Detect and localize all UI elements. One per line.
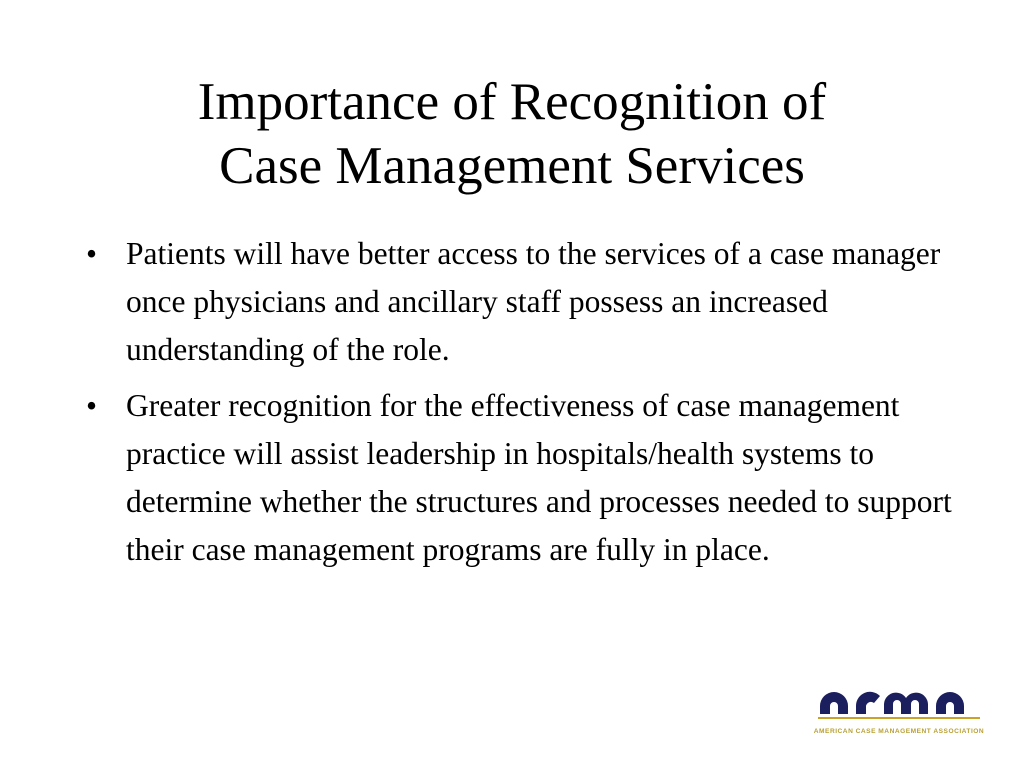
bullet-list [82, 230, 952, 582]
bullet-text: Patients will have better access to the services of a case manager once physicians and ancillary staff possess an increased understanding of the role. [126, 236, 941, 367]
bullet-symbol: • [86, 388, 98, 423]
acma-logo-mark [810, 676, 988, 726]
bullet-item [82, 382, 952, 574]
title-line-2: Case Management Services [219, 137, 805, 195]
slide-title [60, 70, 964, 198]
logo-caption: AMERICAN CASE MANAGEMENT ASSOCIATION [813, 728, 985, 735]
title-line-1: Importance of Recognition of [197, 73, 827, 131]
bullet-item [82, 230, 952, 374]
bullet-text: Greater recognition for the effectiveness of case management practice will assist leadership in hospitals/health systems to determine whether the structures and processes needed to support their case management programs are fully in place. [126, 388, 952, 567]
acma-logo [810, 676, 988, 740]
bullet-symbol: • [86, 236, 98, 271]
